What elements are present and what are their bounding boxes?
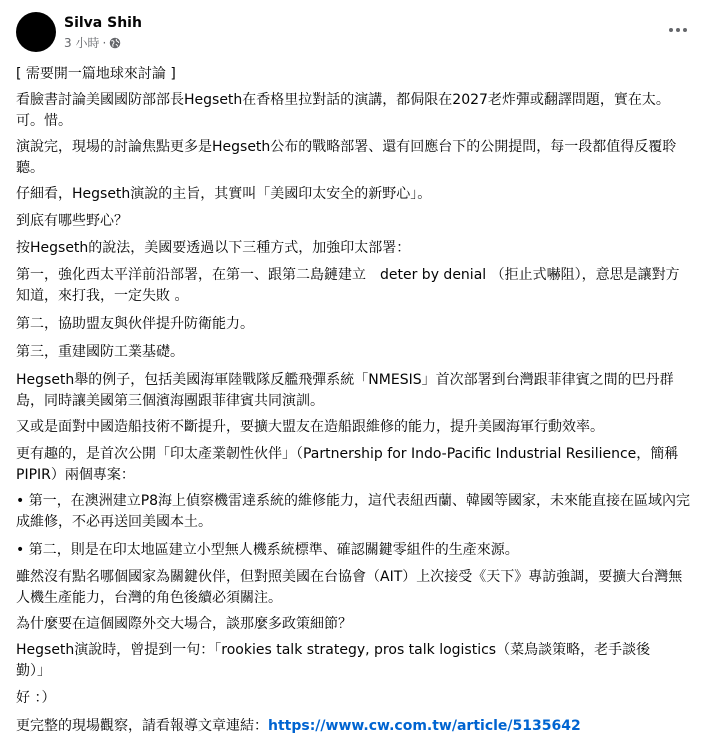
- post-paragraph: 雖然沒有點名哪個國家為關鍵伙伴，但對照美國在台協會（AIT）上次接受《天下》專訪強調，要擴大台灣無人機生產能力，台灣的角色後續必須關注。: [16, 569, 683, 606]
- post-paragraph: 到底有哪些野心？: [16, 213, 128, 229]
- post-paragraph: 又或是面對中國造船技術不斷提升，要擴大盟友在造船跟維修的能力，提升美國海軍行動效率。: [16, 419, 604, 435]
- post-paragraph: [ 需要開一篇地球來討論 ]: [16, 66, 176, 82]
- post-paragraph: 第三，重建國防工業基礎。: [16, 344, 184, 360]
- post-paragraph: 第一，強化西太平洋前沿部署，在第一、跟第二島鏈建立 deter by denial （拒止式嚇阻），意思是讓對方知道，來打我，一定失敗 。: [16, 267, 680, 304]
- more-dot-icon: [676, 28, 680, 32]
- post-paragraph: • 第二，則是在印太地區建立小型無人機系統標準、確認關鍵零組件的生產來源。: [16, 542, 519, 558]
- more-options-button[interactable]: [664, 18, 692, 42]
- link-prefix: 更完整的現場觀察，請看報導文章連結：: [16, 718, 268, 734]
- post-paragraph: 更有趣的，是首次公開「印太產業韌性伙伴」（Partnership for Indo-Pacific Industrial Resilience，簡稱PIPIR）兩個專案：: [16, 446, 679, 483]
- author-name[interactable]: Silva Shih: [64, 15, 142, 31]
- meta-separator: ·: [102, 36, 107, 50]
- avatar[interactable]: [16, 12, 56, 52]
- globe-icon[interactable]: [109, 37, 121, 49]
- article-link[interactable]: https://www.cw.com.tw/article/5135642: [268, 718, 581, 734]
- post-header: [16, 12, 692, 56]
- post-paragraph: 按Hegseth的說法，美國要透過以下三種方式，加強印太部署：: [16, 240, 411, 256]
- more-dot-icon: [669, 28, 673, 32]
- post-paragraph: 第二，協助盟友與伙伴提升防衛能力。: [16, 316, 254, 332]
- post-paragraph: • 第一，在澳洲建立P8海上偵察機雷達系統的維修能力，這代表紐西蘭、韓國等國家，未來能直接在區域內完成維修，不必再送回美國本土。: [16, 493, 691, 530]
- post-meta: [64, 35, 121, 51]
- post-paragraph: Hegseth演說時，曾提到一句：「rookies talk strategy, pros talk logistics（菜鳥談策略，老手談後勤）」: [16, 642, 651, 679]
- post-paragraph: 為什麼要在這個國際外交大場合，談那麼多政策細節？: [16, 616, 352, 632]
- post-link-paragraph: [16, 716, 581, 737]
- post-paragraph: 看臉書討論美國國防部部長Hegseth在香格里拉對話的演講，都侷限在2027老炸彈或翻譯問題，實在太。可。惜。: [16, 92, 670, 129]
- post-paragraph: 好 ：）: [16, 690, 56, 706]
- post-paragraph: 仔細看，Hegseth演說的主旨，其實叫「美國印太安全的新野心」。: [16, 186, 432, 202]
- more-dot-icon: [683, 28, 687, 32]
- post-paragraph: 演說完，現場的討論焦點更多是Hegseth公布的戰略部署、還有回應台下的公開提問，每一段都值得反覆聆聽。: [16, 139, 677, 176]
- post-paragraph: Hegseth舉的例子，包括美國海軍陸戰隊反艦飛彈系統「NMESIS」首次部署到台灣跟菲律賓之間的巴丹群島，同時讓美國第三個濱海團跟菲律賓共同演訓。: [16, 372, 674, 409]
- post-time[interactable]: 3 小時: [64, 36, 100, 50]
